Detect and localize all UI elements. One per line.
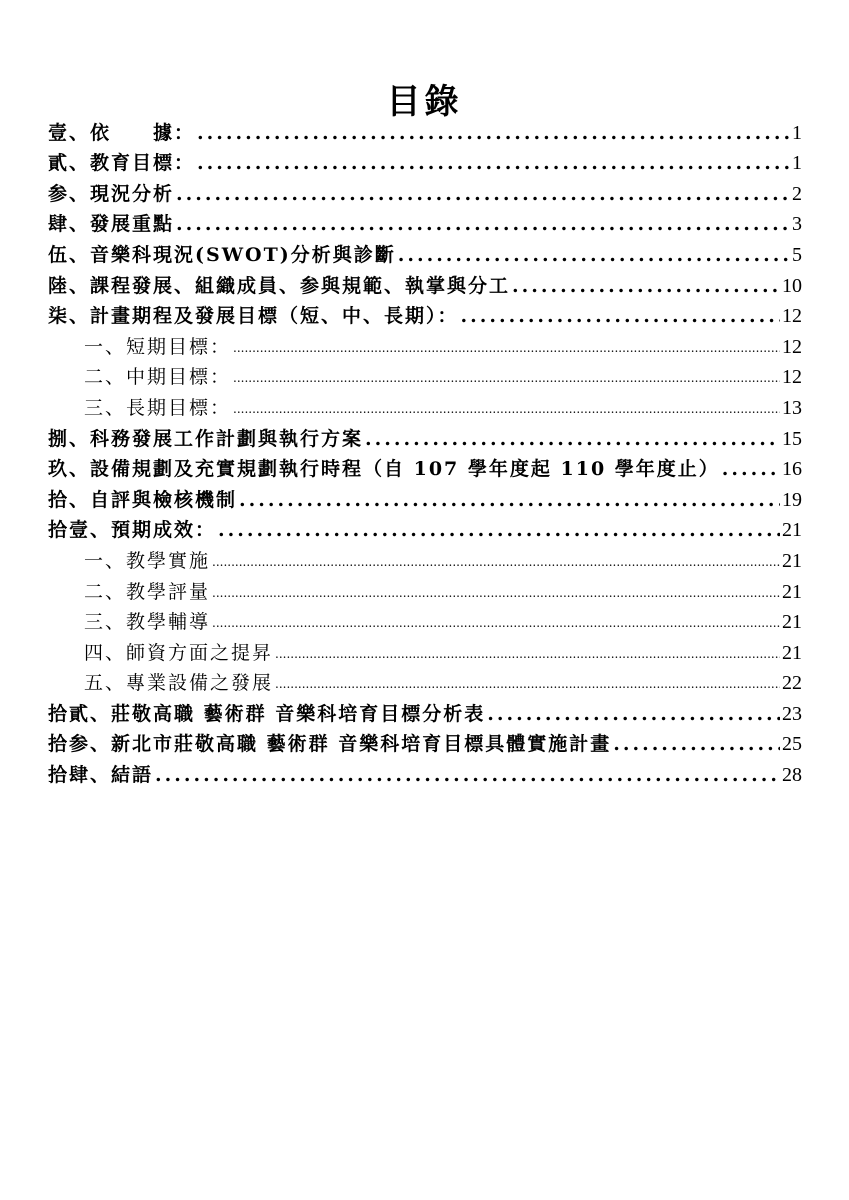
dot-leader bbox=[218, 521, 780, 540]
dot-leader bbox=[461, 307, 780, 326]
toc-entry[interactable] bbox=[48, 693, 802, 724]
toc-entry[interactable] bbox=[48, 204, 802, 235]
dot-leader bbox=[487, 705, 780, 724]
toc-entry-label: 伍、音樂科現況(SWOT)分析與診斷 bbox=[48, 243, 396, 265]
toc-entry-label: 肆、發展重點 bbox=[48, 213, 175, 235]
toc-entry-label: 拾、自評與檢核機制 bbox=[48, 488, 238, 510]
toc-entry-page-number: 16 bbox=[782, 458, 802, 480]
toc-subentry[interactable] bbox=[48, 357, 802, 388]
dot-leader bbox=[512, 277, 780, 296]
dot-leader bbox=[239, 491, 780, 510]
toc-entry-page-number: 12 bbox=[782, 305, 802, 327]
toc-entry-page-number: 23 bbox=[782, 702, 802, 724]
toc-entry-page-number: 12 bbox=[782, 335, 802, 357]
toc-entry[interactable] bbox=[48, 724, 802, 755]
dot-leader bbox=[212, 556, 780, 568]
toc-entry[interactable] bbox=[48, 265, 802, 296]
dot-leader bbox=[398, 246, 790, 265]
dot-leader bbox=[233, 342, 780, 354]
dot-leader bbox=[197, 154, 790, 173]
toc-entry-label: 柒、計畫期程及發展目標（短、中、長期）： bbox=[48, 305, 459, 327]
toc-entry-label: 四、師資方面之提昇 bbox=[84, 641, 274, 663]
dot-leader bbox=[197, 124, 790, 143]
toc-entry-label: 参、現況分析 bbox=[48, 182, 175, 204]
toc-subentry[interactable] bbox=[48, 540, 802, 571]
toc-entry-page-number: 21 bbox=[782, 549, 802, 571]
dot-leader bbox=[275, 678, 780, 690]
toc-entry[interactable] bbox=[48, 143, 802, 174]
toc-entry[interactable] bbox=[48, 449, 802, 480]
toc-entry-label: 壹、依 據： bbox=[48, 121, 196, 143]
toc-entry-page-number: 13 bbox=[782, 396, 802, 418]
toc-entry-label: 一、教學實施 bbox=[84, 549, 211, 571]
toc-entry-label: 陸、課程發展、組織成員、参與規範、執掌與分工 bbox=[48, 274, 511, 296]
toc-entry-label: 一、短期目標： bbox=[84, 335, 232, 357]
dot-leader bbox=[155, 766, 780, 785]
toc-entry-label: 貳、教育目標： bbox=[48, 152, 196, 174]
toc-subentry[interactable] bbox=[48, 632, 802, 663]
dot-leader bbox=[613, 735, 780, 754]
dot-leader bbox=[365, 430, 780, 449]
toc-entry-page-number: 15 bbox=[782, 427, 802, 449]
dot-leader bbox=[176, 215, 790, 234]
toc-subentry[interactable] bbox=[48, 387, 802, 418]
toc-subentry[interactable] bbox=[48, 326, 802, 357]
toc-entry-page-number: 12 bbox=[782, 366, 802, 388]
toc-subentry[interactable] bbox=[48, 602, 802, 633]
toc-entry-label: 三、長期目標： bbox=[84, 396, 232, 418]
toc-entry[interactable] bbox=[48, 510, 802, 541]
toc-entry-label: 拾肆、結語 bbox=[48, 764, 154, 786]
toc-entry-label: 拾貳、莊敬高職 藝術群 音樂科培育目標分析表 bbox=[48, 702, 486, 724]
toc-entry-label: 三、教學輔導 bbox=[84, 611, 211, 633]
toc-entry-label: 拾壹、預期成效： bbox=[48, 519, 217, 541]
toc-entry-page-number: 1 bbox=[792, 152, 802, 174]
page-title: 目錄 bbox=[386, 82, 463, 122]
toc-entry-page-number: 10 bbox=[782, 274, 802, 296]
toc-entry-page-number: 19 bbox=[782, 488, 802, 510]
toc-entry-label: 捌、科務發展工作計劃與執行方案 bbox=[48, 427, 364, 449]
dot-leader bbox=[275, 648, 780, 660]
toc-entry-page-number: 25 bbox=[782, 733, 802, 755]
toc-subentry[interactable] bbox=[48, 571, 802, 602]
toc-entry-page-number: 28 bbox=[782, 764, 802, 786]
toc-entry-page-number: 21 bbox=[782, 611, 802, 633]
toc-entry-label: 拾参、新北市莊敬高職 藝術群 音樂科培育目標具體實施計畫 bbox=[48, 733, 612, 755]
toc-entry-page-number: 5 bbox=[792, 243, 802, 265]
toc-entry-label: 二、中期目標： bbox=[84, 366, 232, 388]
toc-entry-page-number: 21 bbox=[782, 519, 802, 541]
toc-entry[interactable] bbox=[48, 479, 802, 510]
toc-entry-page-number: 2 bbox=[792, 182, 802, 204]
table-of-contents bbox=[48, 112, 802, 785]
toc-entry-page-number: 1 bbox=[792, 121, 802, 143]
toc-entry[interactable] bbox=[48, 112, 802, 143]
toc-entry[interactable] bbox=[48, 418, 802, 449]
toc-entry-page-number: 3 bbox=[792, 213, 802, 235]
dot-leader bbox=[233, 403, 780, 415]
toc-entry-label: 二、教學評量 bbox=[84, 580, 211, 602]
dot-leader bbox=[212, 587, 780, 599]
dot-leader bbox=[722, 460, 780, 479]
dot-leader bbox=[176, 185, 790, 204]
toc-entry-label: 玖、設備規劃及充實規劃執行時程（自 107 學年度起 110 學年度止） bbox=[48, 458, 720, 480]
toc-entry[interactable] bbox=[48, 296, 802, 327]
toc-entry-page-number: 22 bbox=[782, 672, 802, 694]
toc-subentry[interactable] bbox=[48, 663, 802, 694]
toc-entry-page-number: 21 bbox=[782, 580, 802, 602]
toc-entry-label: 五、專業設備之發展 bbox=[84, 672, 274, 694]
toc-entry[interactable] bbox=[48, 234, 802, 265]
toc-entry[interactable] bbox=[48, 754, 802, 785]
dot-leader bbox=[212, 617, 780, 629]
toc-entry[interactable] bbox=[48, 173, 802, 204]
toc-entry-page-number: 21 bbox=[782, 641, 802, 663]
dot-leader bbox=[233, 372, 780, 384]
